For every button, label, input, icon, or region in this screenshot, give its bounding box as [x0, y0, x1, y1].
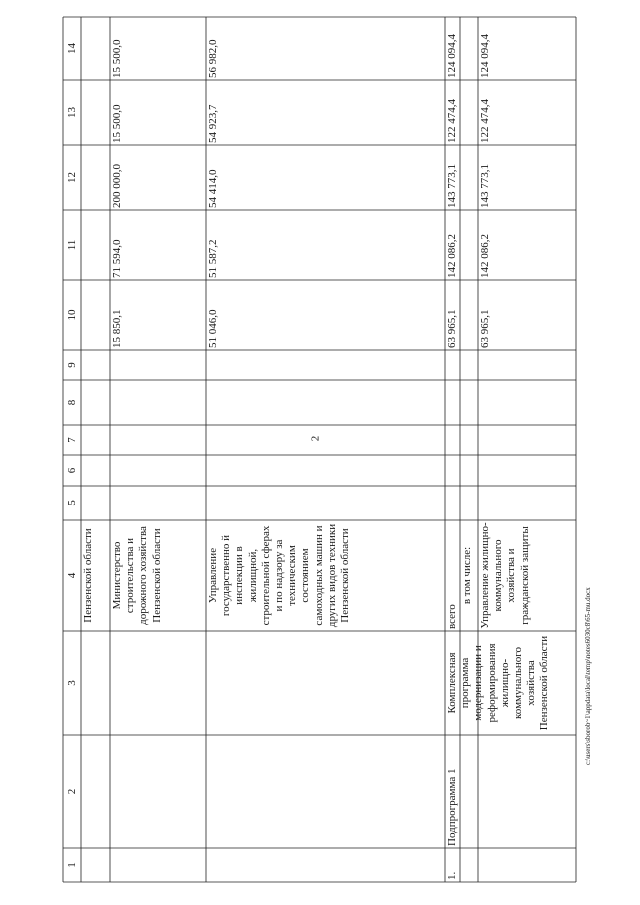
row5-col4-text: в том числе: — [461, 546, 473, 605]
row4-col11-text: 142 086,2 — [446, 234, 458, 278]
column-number-text: 9 — [66, 362, 78, 368]
row4-col1 — [445, 848, 460, 882]
column-number-1 — [63, 848, 81, 882]
column-number-11 — [63, 210, 81, 280]
row3-col13-text: 54 923,7 — [207, 104, 219, 143]
row6-col14 — [478, 17, 576, 80]
column-number-5 — [63, 486, 81, 520]
row6-col12-text: 143 773,1 — [479, 164, 491, 208]
column-number-8 — [63, 380, 81, 425]
row2-col4-text: Министерство строительства и дорожного хозяйства Пензенской области — [111, 526, 163, 625]
column-number-7 — [63, 425, 81, 455]
row3-col11-text: 51 587,2 — [207, 239, 219, 278]
column-number-text: 11 — [66, 239, 78, 251]
row3-col14-text: 56 982,0 — [207, 39, 219, 78]
row4-col10-text: 63 965,1 — [446, 309, 458, 348]
row6-col4 — [478, 520, 576, 631]
column-number-4 — [63, 520, 81, 631]
column-number-text: 3 — [66, 680, 78, 686]
column-number-10 — [63, 280, 81, 350]
row4-col14-text: 124 094,4 — [446, 34, 458, 78]
row2-col12 — [110, 145, 206, 210]
column-number-text: 12 — [66, 172, 78, 183]
row6-col11 — [478, 210, 576, 280]
page-number: 2 — [309, 435, 322, 442]
row4-col14 — [445, 17, 460, 80]
row2-col14 — [110, 17, 206, 80]
column-number-2 — [63, 735, 81, 848]
row1-col4-text: Пензенской области — [82, 528, 94, 623]
row4-col4 — [445, 520, 460, 631]
row6-col13 — [478, 80, 576, 145]
column-number-text: 7 — [66, 437, 78, 443]
column-number-text: 5 — [66, 500, 78, 506]
row3-col13 — [206, 80, 445, 145]
column-number-6 — [63, 455, 81, 486]
row4-col13 — [445, 80, 460, 145]
row4-col12 — [445, 145, 460, 210]
row4-col13-text: 122 474,4 — [446, 99, 458, 143]
row2-col10-text: 15 850,1 — [111, 309, 123, 348]
row4-col3-text: Комплексная программа модернизации и реформирования жилищно-коммунального хозяйства Пензенской области — [446, 635, 551, 731]
row6-col10 — [478, 280, 576, 350]
row3-col12 — [206, 145, 445, 210]
row4-col3 — [445, 631, 551, 735]
row3-col4-text: Управление государственно й инспекции в жилищной, строительной сферах и по надзору за техническим состоянием самоходных машин и других видов техники Пензенской области — [207, 523, 352, 628]
row3-col14 — [206, 17, 445, 80]
column-number-text: 1 — [66, 862, 78, 868]
row3-col10-text: 51 046,0 — [207, 309, 219, 348]
column-number-3 — [63, 631, 81, 735]
row4-col12-text: 143 773,1 — [446, 164, 458, 208]
row2-col13 — [110, 80, 206, 145]
footer-file-path: c:\users\sborob~1\appdata\local\temp\notes6030c8\65-mu.docx — [584, 587, 592, 765]
column-number-text: 2 — [66, 788, 78, 795]
row3-col11 — [206, 210, 445, 280]
row2-col11-text: 71 594,0 — [111, 239, 123, 278]
row6-col14-text: 124 094,4 — [479, 34, 491, 78]
row6-col10-text: 63 965,1 — [479, 309, 491, 348]
row2-col14-text: 15 500,0 — [111, 39, 123, 78]
column-number-text: 4 — [66, 572, 78, 579]
row2-col11 — [110, 210, 206, 280]
row3-col10 — [206, 280, 445, 350]
row3-col12-text: 54 414,0 — [207, 169, 219, 208]
column-number-14 — [63, 17, 81, 80]
row3-col4 — [206, 520, 445, 631]
column-number-text: 6 — [66, 467, 78, 474]
column-number-13 — [63, 80, 81, 145]
row6-col13-text: 122 474,4 — [479, 99, 491, 143]
column-number-9 — [63, 350, 81, 380]
row5-col4 — [460, 520, 478, 631]
column-number-text: 8 — [66, 399, 78, 406]
row2-col10 — [110, 280, 206, 350]
column-number-text: 14 — [66, 43, 78, 54]
row2-col12-text: 200 000,0 — [111, 164, 123, 208]
row6-col12 — [478, 145, 576, 210]
row6-col11-text: 142 086,2 — [479, 234, 491, 278]
row6-col4-text: Управление жилищно-коммунального хозяйства и гражданской защиты — [479, 522, 531, 629]
row4-col2 — [445, 735, 460, 848]
row2-col13-text: 15 500,0 — [111, 104, 123, 143]
row4-col2-text: Подпрограмма 1 — [446, 768, 458, 846]
column-number-text: 13 — [66, 107, 78, 118]
row4-col4-text: всего — [446, 604, 458, 629]
row1-col4 — [81, 520, 110, 631]
row4-col11 — [445, 210, 460, 280]
column-number-text: 10 — [66, 309, 78, 321]
row2-col4 — [110, 520, 206, 631]
row4-col10 — [445, 280, 460, 350]
column-number-12 — [63, 145, 81, 210]
row4-col1-text: 1. — [446, 871, 458, 880]
